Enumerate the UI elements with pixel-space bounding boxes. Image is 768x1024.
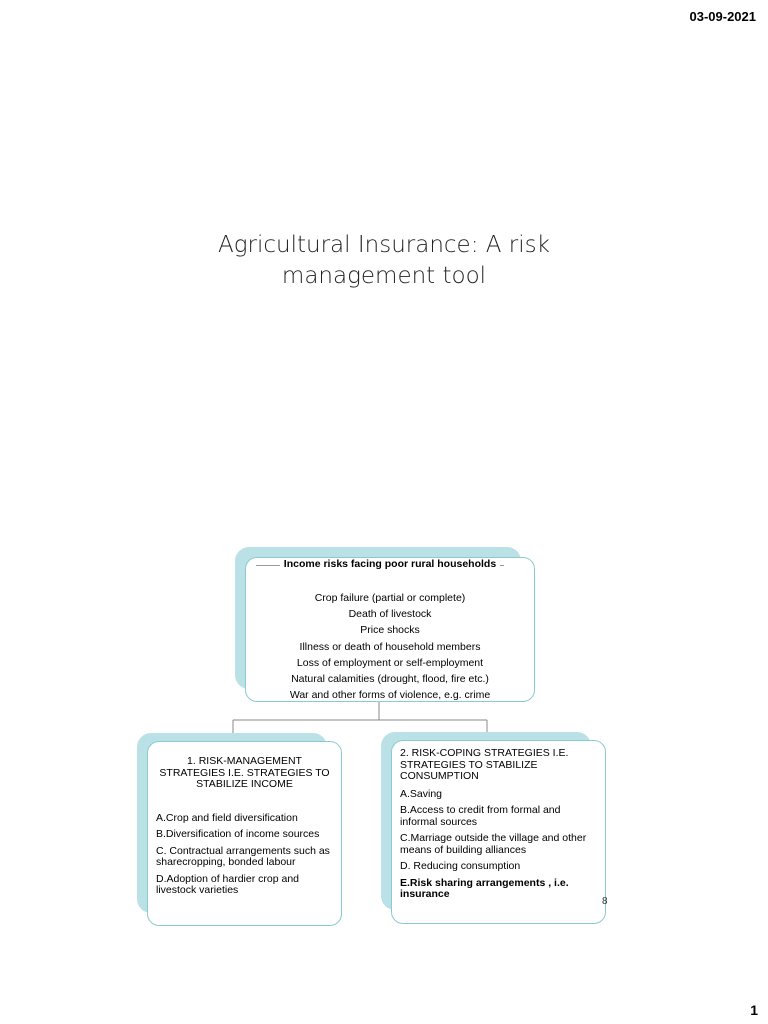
risk-management-list xyxy=(156,813,333,897)
risk-coping-box xyxy=(391,740,606,924)
risk-management-box xyxy=(147,741,342,926)
risk-management-heading: 1. RISK-MANAGEMENT STRATEGIES I.E. STRATEGIES TO STABILIZE INCOME xyxy=(159,755,330,790)
list-item: A.Crop and field diversification xyxy=(156,811,298,824)
list-item: C. Contractual arrangements such as sharecropping, bonded labour xyxy=(156,844,330,868)
risk-coping-list xyxy=(400,789,597,901)
list-item: D.Adoption of hardier crop and livestock varieties xyxy=(156,872,300,896)
page-number: 1 xyxy=(750,1002,758,1018)
list-item: Crop failure (partial or complete) xyxy=(314,592,466,604)
income-risks-box xyxy=(245,557,535,702)
list-item: D. Reducing consumption xyxy=(400,860,521,872)
list-item: Death of livestock xyxy=(348,608,432,621)
slide-number: 8 xyxy=(602,896,608,907)
list-item: C.Marriage outside the village and other means of building alliances xyxy=(400,832,587,856)
income-risks-heading: Income risks facing poor rural households xyxy=(280,558,500,570)
slide-title-line-1: Agricultural Insurance: A risk xyxy=(218,232,550,258)
list-item: Price shocks xyxy=(360,624,420,637)
list-item: B.Diversification of income sources xyxy=(156,828,320,840)
date-stamp: 03-09-2021 xyxy=(689,9,756,24)
income-risks-heading-row xyxy=(246,558,534,570)
income-risks-list xyxy=(246,590,534,703)
list-item: Natural calamities (drought, flood, fire etc.) xyxy=(291,673,489,686)
risk-coping-heading: 2. RISK-COPING STRATEGIES I.E. STRATEGIES TO STABILIZE CONSUMPTION xyxy=(400,747,569,782)
list-item: War and other forms of violence, e.g. crime xyxy=(289,689,491,702)
list-item: Loss of employment or self-employment xyxy=(296,656,484,669)
list-item: Illness or death of household members xyxy=(299,640,481,653)
list-item: E.Risk sharing arrangements , i.e. insurance xyxy=(400,876,569,900)
list-item: A.Saving xyxy=(400,787,443,800)
list-item: B.Access to credit from formal and informal sources xyxy=(400,804,561,828)
slide-title-line-2: management tool xyxy=(281,263,487,289)
